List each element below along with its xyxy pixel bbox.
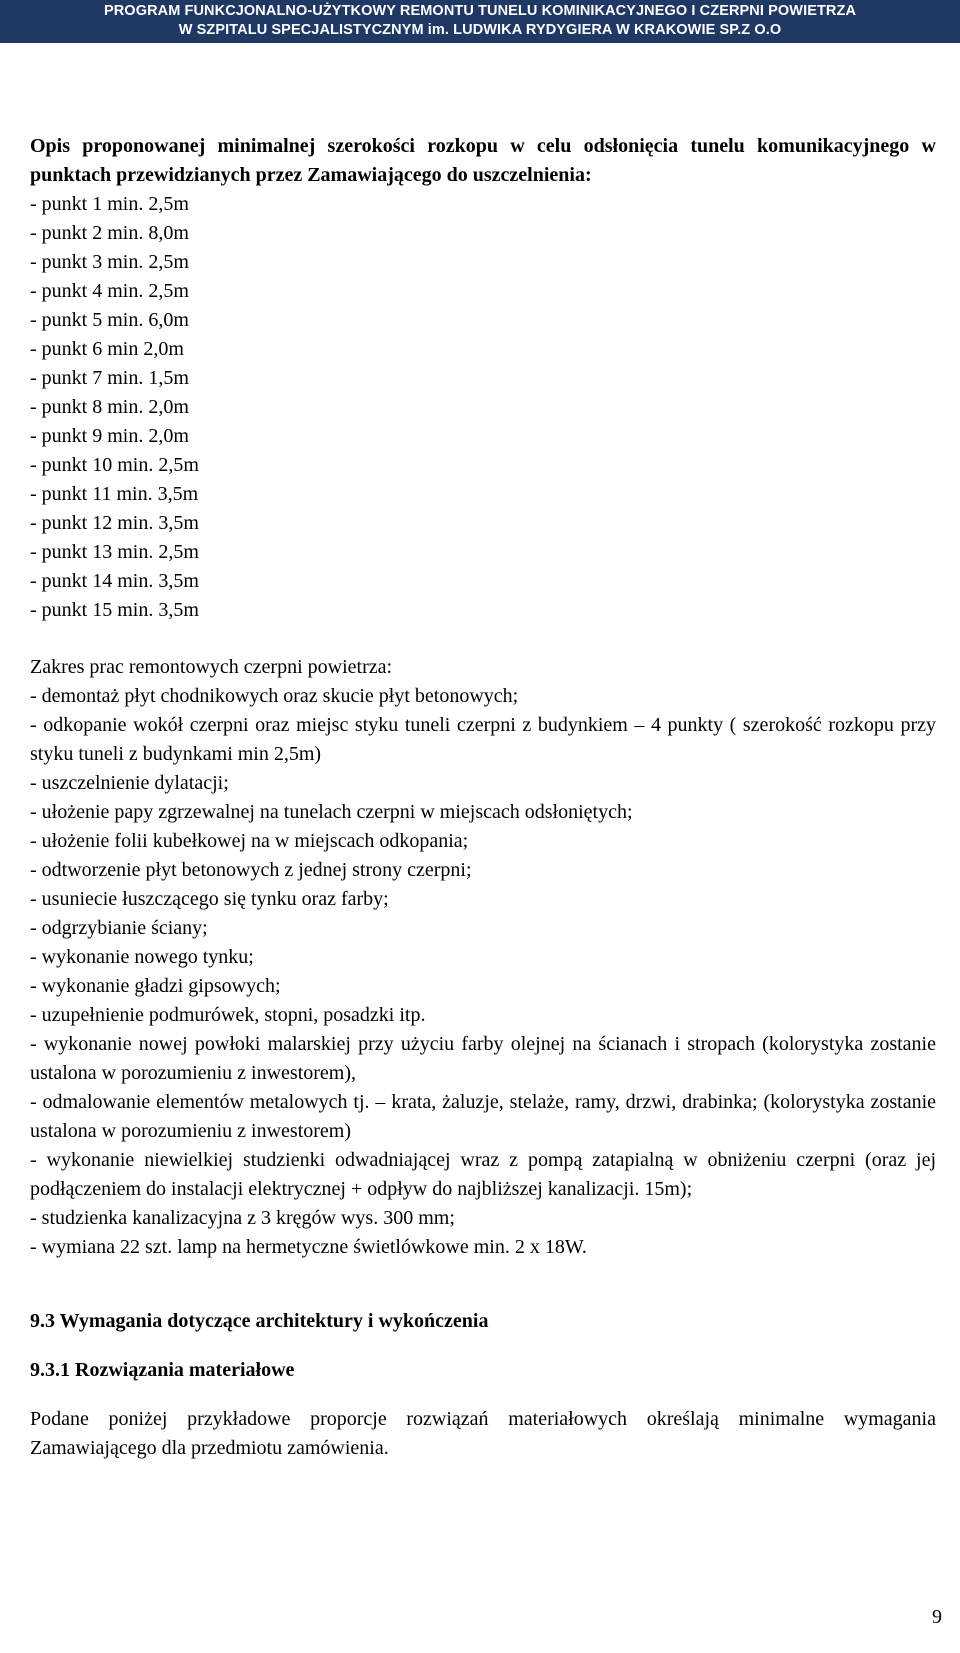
point-item: - punkt 3 min. 2,5m [30,251,189,273]
point-item: - punkt 9 min. 2,0m [30,425,189,447]
point-item: - punkt 2 min. 8,0m [30,222,189,244]
scope-item: - odtworzenie płyt betonowych z jednej strony czerpni; [30,859,472,881]
point-item: - punkt 14 min. 3,5m [30,570,199,592]
page-number: 9 [932,1606,942,1628]
scope-title: Zakres prac remontowych czerpni powietrza: [30,656,393,678]
point-item: - punkt 5 min. 6,0m [30,309,189,331]
point-item: - punkt 15 min. 3,5m [30,599,199,621]
point-item: - punkt 1 min. 2,5m [30,193,189,215]
scope-item: - wykonanie niewielkiej studzienki odwadniającej wraz z pompą zatapialną w obniżeniu czerpni (oraz jej podłączeniem do instalacji elektrycznej + odpływ do najbliższej kanalizacji. 15m); [30,1149,936,1200]
scope-item: - ułożenie folii kubełkowej na w miejscach odkopania; [30,830,469,852]
header-line-2: W SZPITALU SPECJALISTYCZNYM im. LUDWIKA RYDYGIERA W KRAKOWIE SP.Z O.O [178,22,782,38]
scope-item: - uzupełnienie podmurówek, stopni, posadzki itp. [30,1004,426,1026]
point-item: - punkt 6 min 2,0m [30,338,184,360]
scope-item: - ułożenie papy zgrzewalnej na tunelach czerpni w miejscach odsłoniętych; [30,801,633,823]
closing-paragraph: Podane poniżej przykładowe proporcje rozwiązań materiałowych określają minimalne wymagania Zamawiającego dla przedmiotu zamówienia. [30,1408,936,1459]
point-item: - punkt 11 min. 3,5m [30,483,199,505]
scope-item: - odkopanie wokół czerpni oraz miejsc styku tuneli czerpni z budynkiem – 4 punkty ( szerokość rozkopu przy styku tuneli z budynkami min 2,5m) [30,714,936,765]
scope-list [30,682,936,1262]
point-item: - punkt 10 min. 2,5m [30,454,199,476]
scope-item: - wykonanie nowej powłoki malarskiej przy użyciu farby olejnej na ścianach i stropach (kolorystyka zostanie ustalona w porozumieniu z inwestorem), [30,1033,936,1084]
scope-item: - wymiana 22 szt. lamp na hermetyczne świetlówkowe min. 2 x 18W. [30,1236,587,1258]
point-item: - punkt 13 min. 2,5m [30,541,199,563]
scope-item: - demontaż płyt chodnikowych oraz skucie płyt betonowych; [30,685,519,707]
scope-item: - wykonanie gładzi gipsowych; [30,975,281,997]
scope-item: - wykonanie nowego tynku; [30,946,254,968]
document-header [0,0,960,43]
scope-item: - uszczelnienie dylatacji; [30,772,229,794]
points-list [30,190,936,625]
intro-paragraph: Opis proponowanej minimalnej szerokości rozkopu w celu odsłonięcia tunelu komunikacyjnego w punktach przewidzianych przez Zamawiającego do uszczelnienia: [30,135,936,186]
scope-item: - odgrzybianie ściany; [30,917,208,939]
point-item: - punkt 12 min. 3,5m [30,512,199,534]
scope-item: - studzienka kanalizacyjna z 3 kręgów wys. 300 mm; [30,1207,455,1229]
spacer [30,1385,936,1405]
point-item: - punkt 8 min. 2,0m [30,396,189,418]
point-item: - punkt 4 min. 2,5m [30,280,189,302]
scope-item: - odmalowanie elementów metalowych tj. – krata, żaluzje, stelaże, ramy, drzwi, drabinka; (kolorystyka zostanie ustalona w porozumieniu z inwestorem) [30,1091,936,1142]
point-item: - punkt 7 min. 1,5m [30,367,189,389]
document-body [30,132,936,1463]
section-heading-9-3-1: 9.3.1 Rozwiązania materiałowe [30,1359,295,1381]
section-heading-9-3: 9.3 Wymagania dotyczące architektury i wykończenia [30,1310,489,1332]
spacer [30,1262,936,1307]
scope-item: - usuniecie łuszczącego się tynku oraz farby; [30,888,389,910]
spacer [30,1336,936,1356]
spacer [30,625,936,653]
header-line-1: PROGRAM FUNKCJONALNO-UŻYTKOWY REMONTU TUNELU KOMINIKACYJNEGO I CZERPNI POWIETRZA [103,3,857,19]
